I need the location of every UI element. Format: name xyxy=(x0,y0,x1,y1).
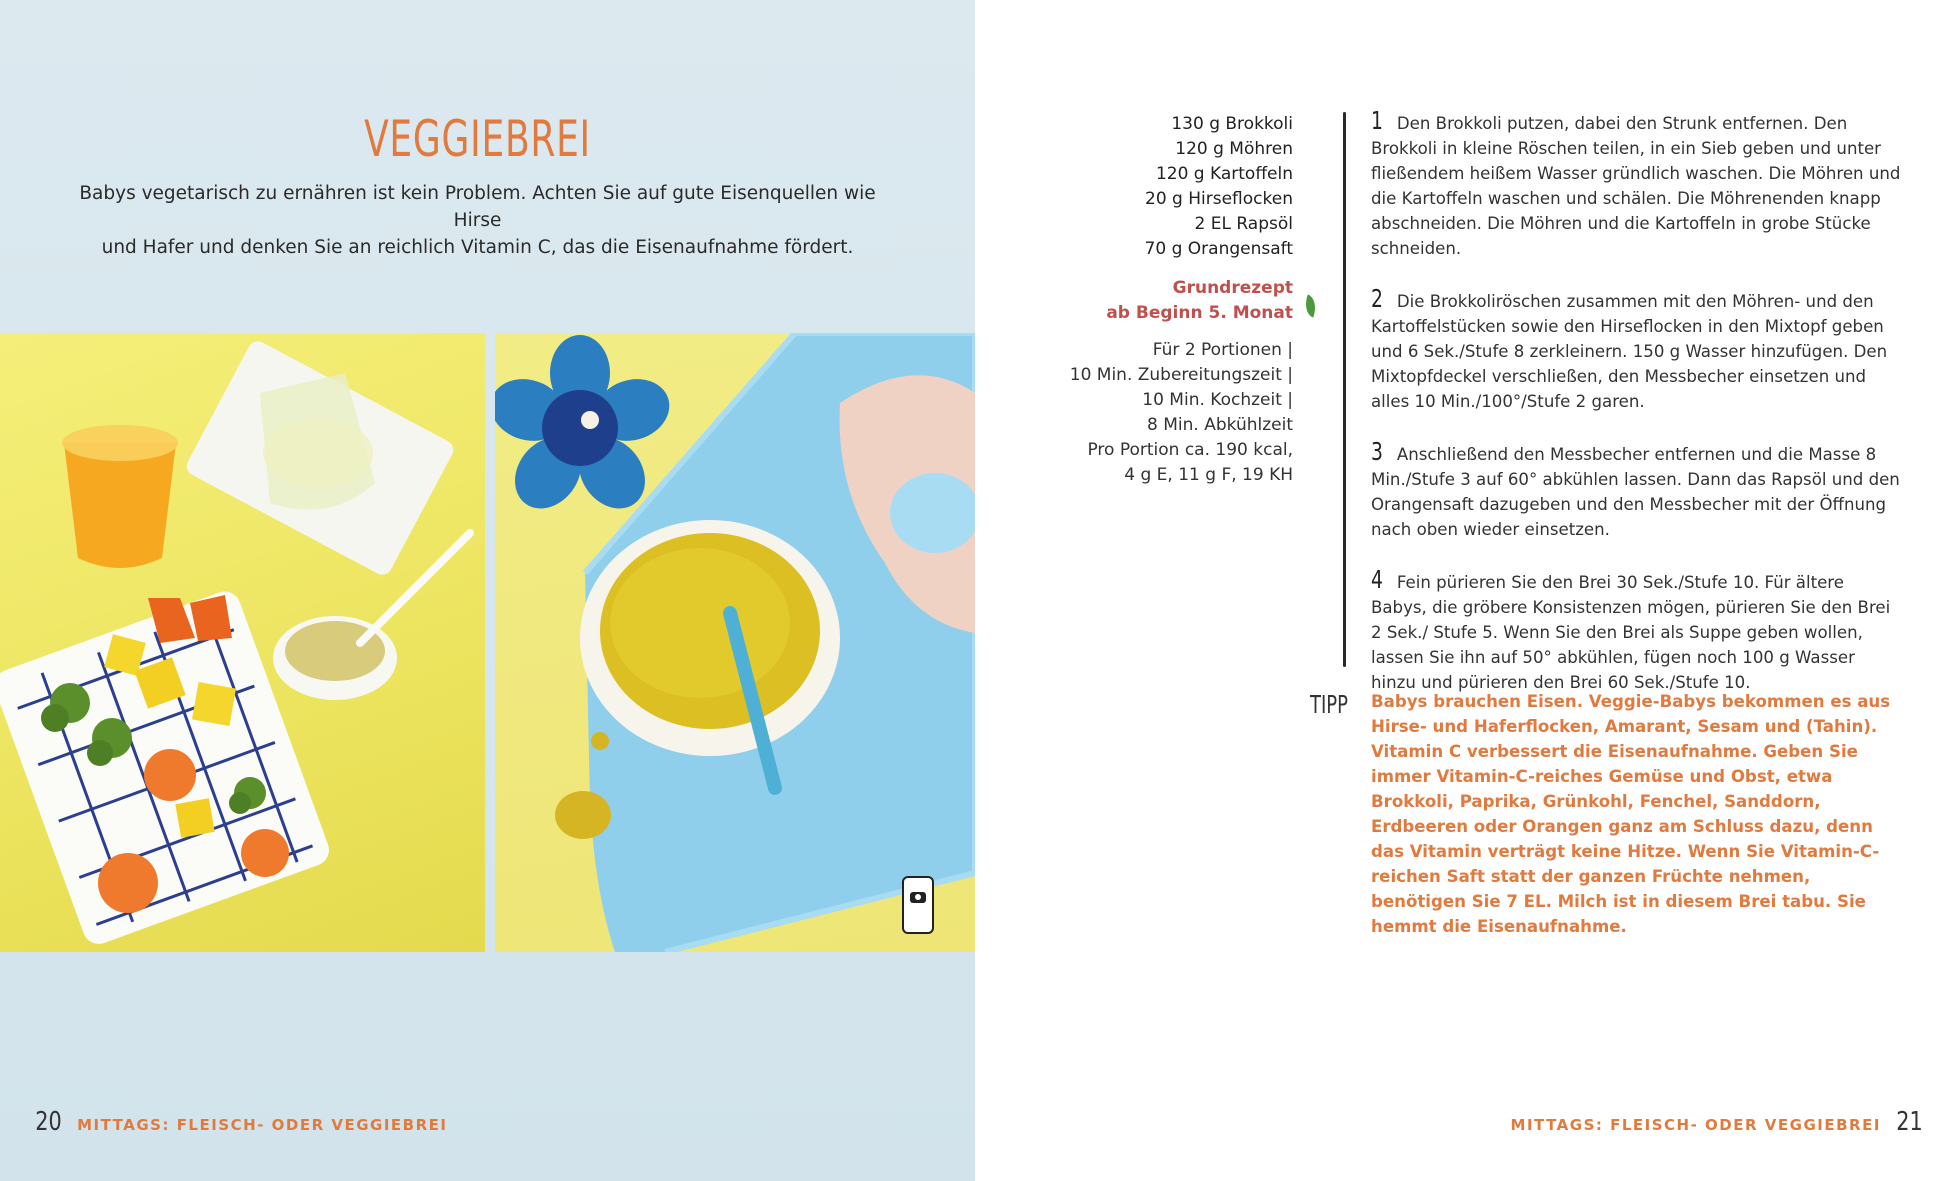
meta-line: 10 Min. Zubereitungszeit | xyxy=(1069,365,1293,385)
basic-recipe-note xyxy=(1106,276,1293,326)
right-page xyxy=(975,0,1948,1181)
step-text: Anschließend den Messbecher entfernen und die Masse 8 Min./Stufe 3 auf 60° abkühlen lassen. Dann das Rapsöl und den Orangensaft dazugeben und den Messbecher mit der Öffnung nach oben wieder einsetzen. xyxy=(1371,445,1900,539)
recipe-title: VEGGIEBREI xyxy=(364,110,591,168)
ingredient-item: 120 g Möhren xyxy=(1175,139,1293,159)
right-page-footer xyxy=(1511,1107,1926,1137)
step-number: 3 xyxy=(1371,437,1383,466)
ingredient-item: 20 g Hirseflocken xyxy=(1145,189,1293,209)
meta-line: 10 Min. Kochzeit | xyxy=(1142,390,1293,410)
recipe-steps xyxy=(1371,108,1901,720)
step-text: Fein pürieren Sie den Brei 30 Sek./Stufe 10. Für ältere Babys, die gröbere Konsistenzen mögen, pürieren Sie den Brei 2 Sek./ Stufe 5. Wenn Sie den Brei als Suppe geben wollen, lassen Sie ihn auf 50° abkühlen, fügen noch 100 g Wasser hinzu und pürieren den Brei 60 Sek./Stufe 10. xyxy=(1371,573,1891,692)
ingredient-list xyxy=(1145,112,1293,262)
leaf-icon xyxy=(1301,294,1320,317)
recipe-intro xyxy=(70,180,885,261)
step-3 xyxy=(1371,439,1901,542)
left-page-footer xyxy=(32,1107,447,1137)
recipe-meta xyxy=(1070,338,1293,488)
basic-recipe-line-2: ab Beginn 5. Monat xyxy=(1106,303,1293,323)
section-label-left: MITTAGS: FLEISCH- ODER VEGGIEBREI xyxy=(77,1116,448,1134)
step-4 xyxy=(1371,567,1901,695)
intro-line-2: und Hafer und denken Sie an reichlich Vitamin C, das die Eisenaufnahme fördert. xyxy=(101,237,854,258)
meta-line: 4 g E, 11 g F, 19 KH xyxy=(1124,465,1293,485)
puree-photo xyxy=(495,333,975,952)
step-text: Den Brokkoli putzen, dabei den Strunk entfernen. Den Brokkoli in kleine Röschen teilen, in ein Sieb geben und unter fließendem heißem Wasser gründlich waschen. Die Möhren und die Kartoffeln waschen und schälen. Die Möhrenenden knapp abschneiden. Die Möhren und die Kartoffeln in grobe Stücke schneiden. xyxy=(1371,114,1901,258)
ingredient-item: 70 g Orangensaft xyxy=(1144,239,1293,259)
camera-phone-icon[interactable] xyxy=(902,876,934,934)
section-label-right: MITTAGS: FLEISCH- ODER VEGGIEBREI xyxy=(1510,1116,1881,1134)
page-number-right: 21 xyxy=(1896,1107,1923,1137)
intro-line-1: Babys vegetarisch zu ernähren ist kein Problem. Achten Sie auf gute Eisenquellen wie Hirse xyxy=(79,183,876,231)
ingredient-item: 120 g Kartoffeln xyxy=(1155,164,1293,184)
tip-text: Babys brauchen Eisen. Veggie-Babys bekommen es aus Hirse- und Haferflocken, Amarant, Sesam und (Tahin). Vitamin C verbessert die Eisenaufnahme. Geben Sie immer Vitamin-C-reiches Gemüse und Obst, etwa Brokkoli, Paprika, Grünkohl, Fenchel, Sanddorn, Erdbeeren oder Orangen ganz am Schluss dazu, denn das Vitamin verträgt keine Hitze. Wenn Sie Vitamin-C-reichen Saft statt der ganzen Früchte nehmen, benötigen Sie 7 EL. Milch ist in diesem Brei tabu. Sie hemmt die Eisenaufnahme. xyxy=(1371,692,1891,936)
basic-recipe-line-1: Grundrezept xyxy=(1172,278,1293,298)
step-text: Die Brokkoliröschen zusammen mit den Möhren- und den Kartoffelstücken sowie den Hirseflocken in den Mixtopf geben und 6 Sek./Stufe 8 zerkleinern. 150 g Wasser hinzufügen. Den Mixtopfdeckel verschließen, den Messbecher einsetzen und alles 10 Min./100°/Stufe 2 garen. xyxy=(1371,292,1888,411)
tip-label: TIPP xyxy=(1310,690,1349,719)
meta-line: 8 Min. Abkühlzeit xyxy=(1147,415,1293,435)
step-1 xyxy=(1371,108,1901,261)
step-number: 1 xyxy=(1371,106,1383,135)
step-number: 2 xyxy=(1371,284,1383,313)
page-number-left: 20 xyxy=(35,1107,62,1137)
ingredient-item: 2 EL Rapsöl xyxy=(1194,214,1293,234)
column-divider xyxy=(1343,112,1346,667)
step-2 xyxy=(1371,286,1901,414)
ingredient-item: 130 g Brokkoli xyxy=(1171,114,1293,134)
meta-line: Pro Portion ca. 190 kcal, xyxy=(1087,440,1293,460)
meta-line: Für 2 Portionen | xyxy=(1152,340,1293,360)
step-number: 4 xyxy=(1371,565,1383,594)
ingredients-photo xyxy=(0,333,485,952)
